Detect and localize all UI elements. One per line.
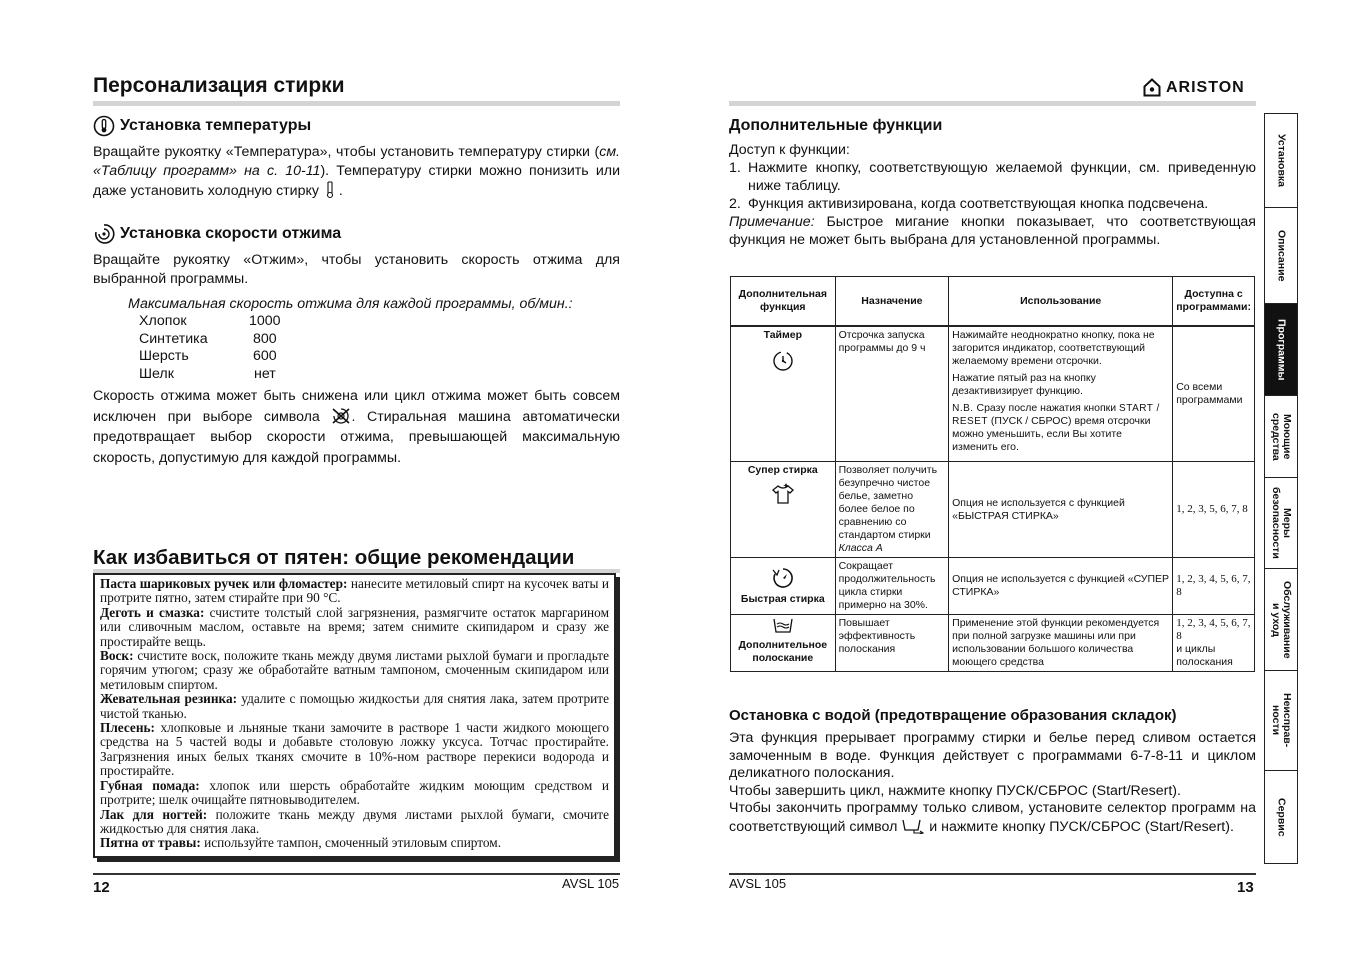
brand-name: ARISTON [1166, 78, 1245, 96]
extra-step: 2. Функция активизирована, когда соответствующая кнопка подсвечена. [729, 196, 1209, 212]
cold-wash-icon [323, 181, 339, 199]
stain-item: Пятна от травы: используйте тампон, смоченный этиловым спиртом. [100, 835, 502, 851]
extra-functions-intro: Доступ к функции: 1. Нажмите кнопку, соответствующую желаемой функции, см. приведенную ниже таблицу. 2. Функция активизирована, когда соответствующая кнопка подсвечена. Примечание: Быстрое мигание кнопки показывает, что соответствующая функция не может быть выбрана для установленной программы. [729, 142, 1256, 248]
stop-with-water-heading: Остановка с водой (предотвращение образования складок) [729, 707, 1177, 724]
table-header-row [731, 277, 1255, 327]
thermometer-icon [93, 115, 115, 137]
stop-with-water-text: Эта функция прерывает программу стирки и белье перед сливом остается замоченным в воде. Функция действует с программами 6-7-8-11 и циклом деликатного полоскания. Чтобы завершить цикл, нажмите кнопку ПУСК/СБРОС (Start/Resert). Чтобы закончить программу только сливом, установите селектор программ на соответствующий символ и нажмите кнопку ПУСК/СБРОС (Start/Resert). [729, 730, 1256, 835]
col-header-usage: Использование [949, 277, 1173, 327]
spin-paragraph: Вращайте рукоятку «Отжим», чтобы установить скорость отжима для выбранной программы. [93, 252, 620, 287]
right-page-number: 13 [1237, 879, 1254, 896]
fast-wash-usage: Опция не используется с функцией «СУПЕР СТИРКА» [949, 558, 1173, 615]
timer-purpose: Отсрочка запуска программы до 9 ч [835, 326, 949, 462]
fast-wash-icon [771, 567, 795, 589]
stains-box [93, 573, 616, 858]
super-wash-purpose: Позволяет получить безупречно чистое белье, заметно более белое по сравнению со стандартом стирки Класса А [835, 462, 949, 558]
timer-availability: Со всеми программами [1173, 326, 1255, 462]
tab-programs[interactable]: Программы [1265, 304, 1297, 396]
extra-rinse-function-cell: Дополнительное полоскание [731, 615, 836, 672]
spin-heading-text: Установка скорости отжима [120, 225, 342, 242]
fast-wash-purpose: Сокращает продолжительность цикла стирки примерно на 30%. [835, 558, 949, 615]
left-title-rule [93, 101, 620, 106]
rinse-icon [771, 617, 795, 635]
super-wash-function-cell: Супер стирка [731, 462, 836, 558]
stain-item: Жевательная резинка: удалите с помощью жидкостьи для снятия лака, затем протрите чистой тканью. [100, 691, 609, 721]
timer-usage: Нажимайте неоднократно кнопку, пока не загорится индикатор, соответствующий желаемому времени отсрочки. Нажатие пятый раз на кнопку дезактивизирует функцию. N.B. Сразу после нажатия кнопки START / RESET (ПУСК / СБРОС) время отсрочки можно уменьшить, если Вы хотите изменить его. [949, 326, 1173, 462]
spin-table-title: Максимальная скорость отжима для каждой программы, об/мин.: [128, 296, 573, 312]
extra-rinse-usage: Применение этой функции рекомендуется при полной загрузке машины или при использовании большого количества моющего средства [949, 615, 1173, 672]
spin-heading [93, 222, 341, 246]
stain-item: Деготь и смазка: счистите толстый слой загрязнения, размягчите остаток маргарином или сливочным маслом, оставьте на время; затем снимите скипидаром и сразу же простирайте вещь. [100, 604, 609, 649]
super-wash-usage: Опция не используется с функцией «БЫСТРАЯ СТИРКА» [949, 462, 1173, 558]
tab-installation[interactable]: Установка [1265, 114, 1297, 208]
col-header-purpose: Назначение [835, 277, 949, 327]
timer-function-cell: Таймер [731, 326, 836, 462]
spin-row: Хлопок 1000 [139, 313, 281, 329]
brand-logo [1143, 78, 1245, 97]
extra-rinse-purpose: Повышает эффективность полоскания [835, 615, 949, 672]
spin-row: Шерсть 600 [139, 348, 277, 364]
tab-troubleshooting[interactable]: Неисправ- ности [1265, 671, 1297, 771]
super-wash-availability: 1, 2, 3, 5, 6, 7, 8 [1173, 462, 1255, 558]
extra-note: Примечание: Быстрое мигание кнопки показывает, что соответствующая функция не может быть выбрана для установленной программы. [729, 214, 1256, 248]
tab-maintenance[interactable]: Обслуживание и уход [1265, 569, 1297, 671]
extra-functions-heading: Дополнительные функции [729, 117, 943, 134]
temperature-heading [93, 115, 311, 137]
table-row-extra-rinse [731, 615, 1255, 672]
table-row-super-wash [731, 462, 1255, 558]
timer-icon [771, 348, 795, 372]
stains-heading: Как избавиться от пятен: общие рекомендации [93, 546, 575, 569]
stain-item: Воск: счистите воск, положите ткань между двумя листами рыхлой бумаги и прогладьте горячим утюгом; сразу же обработайте ватным тампоном, смоченным скипидаром или метиловым спиртом. [100, 648, 609, 692]
right-model-label: AVSL 105 [729, 876, 787, 891]
left-page-number: 12 [93, 879, 110, 896]
tab-service[interactable]: Сервис [1275, 797, 1288, 837]
ariston-house-icon [1143, 78, 1161, 97]
col-header-availability: Доступна с программами: [1173, 277, 1255, 327]
extra-step: 1. Нажмите кнопку, соответствующую желаемой функции, см. приведенную ниже таблицу. [729, 160, 1256, 194]
spin-row: Шелк нет [139, 365, 276, 382]
spin-reduce-paragraph: Скорость отжима может быть снижена или цикл отжима может быть совсем исключен при выборе символа . Стиральная машина автоматически предотвращает выбор скорости отжима, превышающей максимальную скорость, допустимую для каждой программы. [93, 388, 620, 466]
tab-description[interactable]: Описание [1265, 208, 1297, 304]
fast-wash-function-cell: Быстрая стирка [731, 558, 836, 615]
stain-item: Лак для ногтей: положите ткань между двумя листами рыхлой бумаги, смочите жидкостью для снятия лака. [100, 806, 609, 836]
left-page-title: Персонализация стирки [93, 74, 345, 97]
tab-detergents[interactable]: Моющие средства [1265, 396, 1297, 478]
right-footer-rule [729, 873, 1256, 875]
col-header-function: Дополнительная функция [731, 277, 836, 327]
temperature-paragraph: Вращайте рукоятку «Температура», чтобы установить температуру стирки (см. «Таблицу программ» на с. 10-11). Температуру стирки можно понизить или даже установить холодную стирку . [93, 144, 620, 199]
functions-table [730, 276, 1255, 672]
shirt-icon [770, 482, 796, 506]
spin-row: Синтетика 800 [139, 330, 277, 347]
table-row-fast-wash [731, 558, 1255, 615]
spin-speed-table [139, 313, 281, 383]
section-tabs [1264, 113, 1298, 864]
extra-rinse-availability: 1, 2, 3, 4, 5, 6, 7, 8 и циклы полоскания [1173, 615, 1255, 672]
spin-icon [93, 222, 115, 246]
left-model-label: AVSL 105 [562, 876, 620, 891]
left-footer-rule [93, 873, 620, 875]
no-spin-icon [331, 407, 351, 425]
stain-item: Паста шариковых ручек или фломастер: нанесите метиловый спирт на кусочек ваты и протрите пятно, затем стирайте при 90 °С. [100, 576, 610, 606]
right-title-rule [729, 101, 1256, 106]
temperature-heading-text: Установка температуры [120, 117, 312, 134]
tab-safety[interactable]: Меры безопасности [1265, 478, 1297, 569]
stain-item: Губная помада: хлопок или шерсть обработайте жидким моющим средством и протрите; шелк очищайте пятновыводителем. [100, 777, 609, 808]
fast-wash-availability: 1, 2, 3, 4, 5, 6, 7, 8 [1173, 558, 1255, 615]
stain-item: Плесень: хлопковые и льняные ткани замочите в растворе 1 части жидкого моющего средства на 5 частей воды и добавьте столовую ложку уксуса. Тотчас простирайте. Загрязнения иных белых тканях смочите в 10%-ном растворе перекиси водорода и простирайте. [100, 720, 609, 779]
table-row-timer [731, 326, 1255, 462]
drain-icon [901, 818, 925, 834]
